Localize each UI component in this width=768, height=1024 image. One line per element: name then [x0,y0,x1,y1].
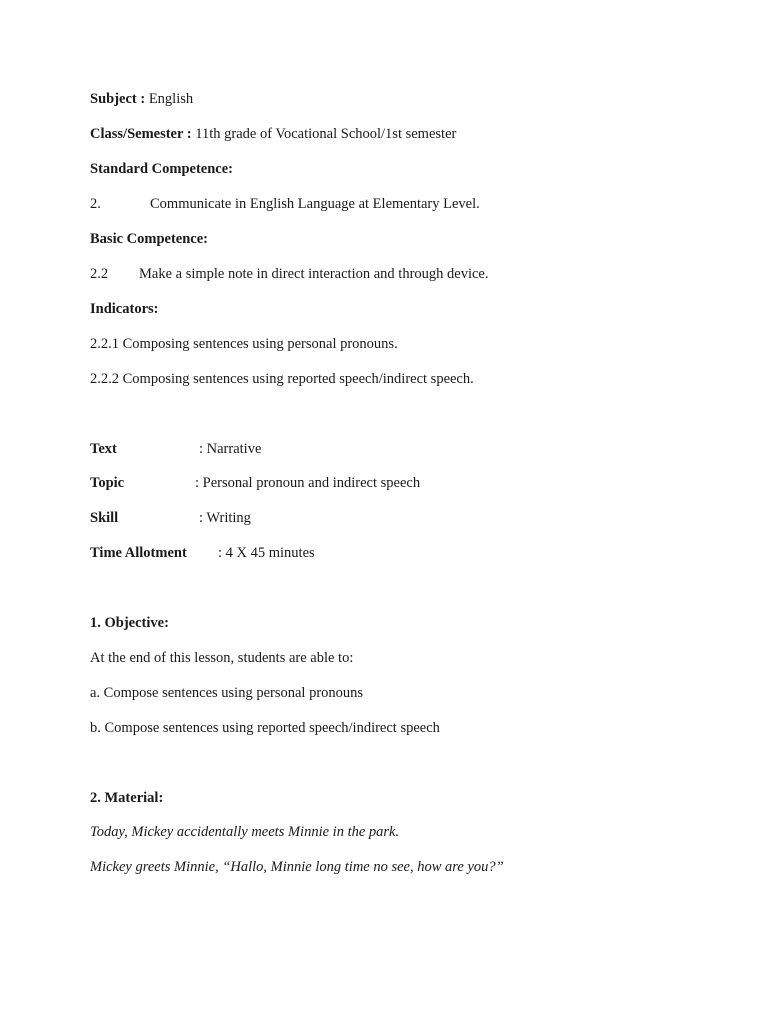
subject-line [90,90,193,108]
basic-competence-item [90,265,489,283]
indicator-item-2: 2.2.2 Composing sentences using reported speech/indirect speech. [90,371,474,387]
topic-row [90,474,421,492]
standard-number: 2. [90,196,101,212]
time-label: Time Allotment [90,545,187,561]
class-line [90,125,456,143]
indicator-item-1: 2.2.1 Composing sentences using personal pronouns. [90,336,398,352]
objective-item-b: b. Compose sentences using reported speech/indirect speech [90,720,440,736]
basic-competence-heading: Basic Competence: [90,231,208,247]
class-value: 11th grade of Vocational School/1st semester [195,126,457,142]
class-label: Class/Semester : [90,126,192,142]
material-heading: 2. Material: [90,790,164,806]
skill-label: Skill [90,510,119,526]
text-label: Text [90,441,117,457]
basic-text: Make a simple note in direct interaction and through device. [139,266,489,282]
standard-text: Communicate in English Language at Elementary Level. [150,196,480,212]
basic-number: 2.2 [90,266,109,282]
objective-heading: 1. Objective: [90,615,169,631]
time-row [90,544,315,562]
standard-competence-heading: Standard Competence: [90,161,233,177]
material-line-1: Today, Mickey accidentally meets Minnie in the park. [90,824,400,840]
subject-value: English [148,91,194,107]
text-value: : Narrative [199,441,262,457]
material-line-2: Mickey greets Minnie, “Hallo, Minnie long time no see, how are you?” [90,859,504,875]
subject-label: Subject : [90,91,146,107]
text-row [90,440,262,458]
standard-competence-item [90,195,480,213]
skill-row [90,509,251,527]
objective-intro: At the end of this lesson, students are able to: [90,650,354,666]
topic-value: : Personal pronoun and indirect speech [195,475,421,491]
skill-value: : Writing [199,510,251,526]
topic-label: Topic [90,475,125,491]
objective-item-a: a. Compose sentences using personal pronouns [90,685,364,701]
indicators-heading: Indicators: [90,301,159,317]
time-value: : 4 X 45 minutes [218,545,315,561]
